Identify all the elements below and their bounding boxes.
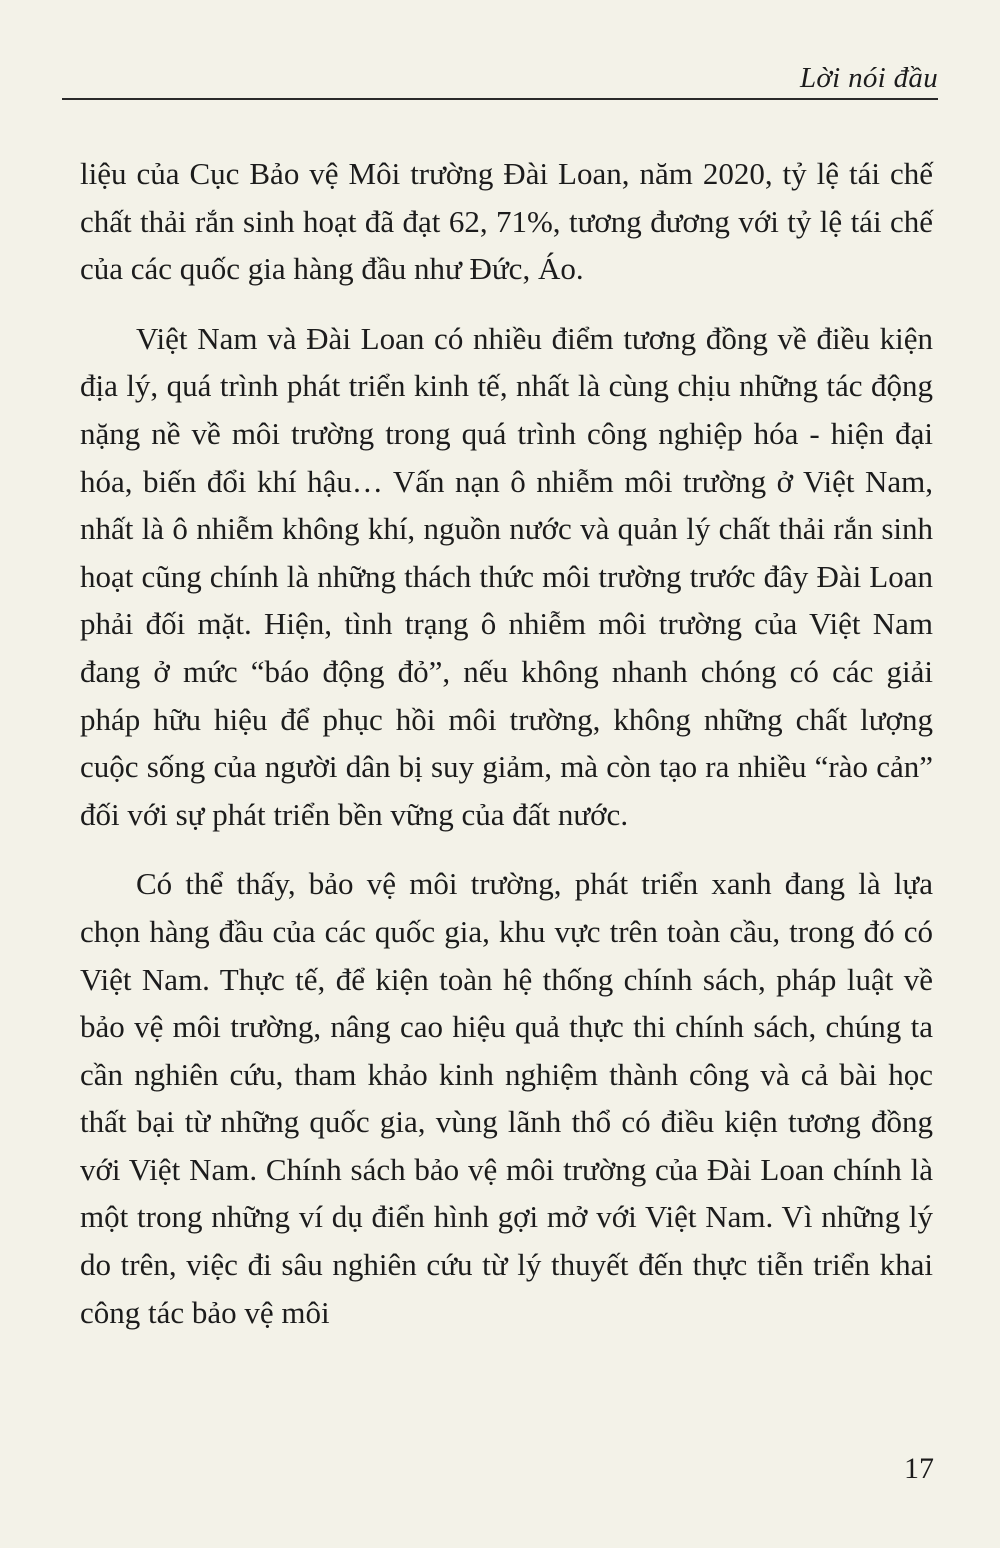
paragraph-continued: liệu của Cục Bảo vệ Môi trường Đài Loan, năm 2020, tỷ lệ tái chế chất thải rắn sinh hoạt đã đạt 62, 71%, tương đương với tỷ lệ tái chế của các quốc gia hàng đầu như Đức, Áo. bbox=[80, 156, 933, 287]
body-text bbox=[80, 150, 933, 1336]
paragraph: Việt Nam và Đài Loan có nhiều điểm tương đồng về điều kiện địa lý, quá trình phát triển kinh tế, nhất là cùng chịu những tác động nặng nề về môi trường trong quá trình công nghiệp hóa - hiện đại hóa, biến đổi khí hậu… Vấn nạn ô nhiễm môi trường ở Việt Nam, nhất là ô nhiễm không khí, nguồn nước và quản lý chất thải rắn sinh hoạt cũng chính là những thách thức môi trường trước đây Đài Loan phải đối mặt. Hiện, tình trạng ô nhiễm môi trường của Việt Nam đang ở mức “báo động đỏ”, nếu không nhanh chóng có các giải pháp hữu hiệu để phục hồi môi trường, không những chất lượng cuộc sống của người dân bị suy giảm, mà còn tạo ra nhiều “rào cản” đối với sự phát triển bền vững của đất nước. bbox=[80, 320, 933, 832]
page-number: 17 bbox=[904, 1452, 934, 1485]
running-header-title: Lời nói đầu bbox=[799, 62, 938, 94]
header-rule bbox=[62, 98, 938, 100]
paragraph: Có thể thấy, bảo vệ môi trường, phát triển xanh đang là lựa chọn hàng đầu của các quốc gia, khu vực trên toàn cầu, trong đó có Việt Nam. Thực tế, để kiện toàn hệ thống chính sách, pháp luật về bảo vệ môi trường, nâng cao hiệu quả thực thi chính sách, chúng ta cần nghiên cứu, tham khảo kinh nghiệm thành công và cả bài học thất bại từ những quốc gia, vùng lãnh thổ có điều kiện tương đồng với Việt Nam. Chính sách bảo vệ môi trường của Đài Loan chính là một trong những ví dụ điển hình gợi mở với Việt Nam. Vì những lý do trên, việc đi sâu nghiên cứu từ lý thuyết đến thực tiễn triển khai công tác bảo vệ môi bbox=[80, 866, 933, 1330]
